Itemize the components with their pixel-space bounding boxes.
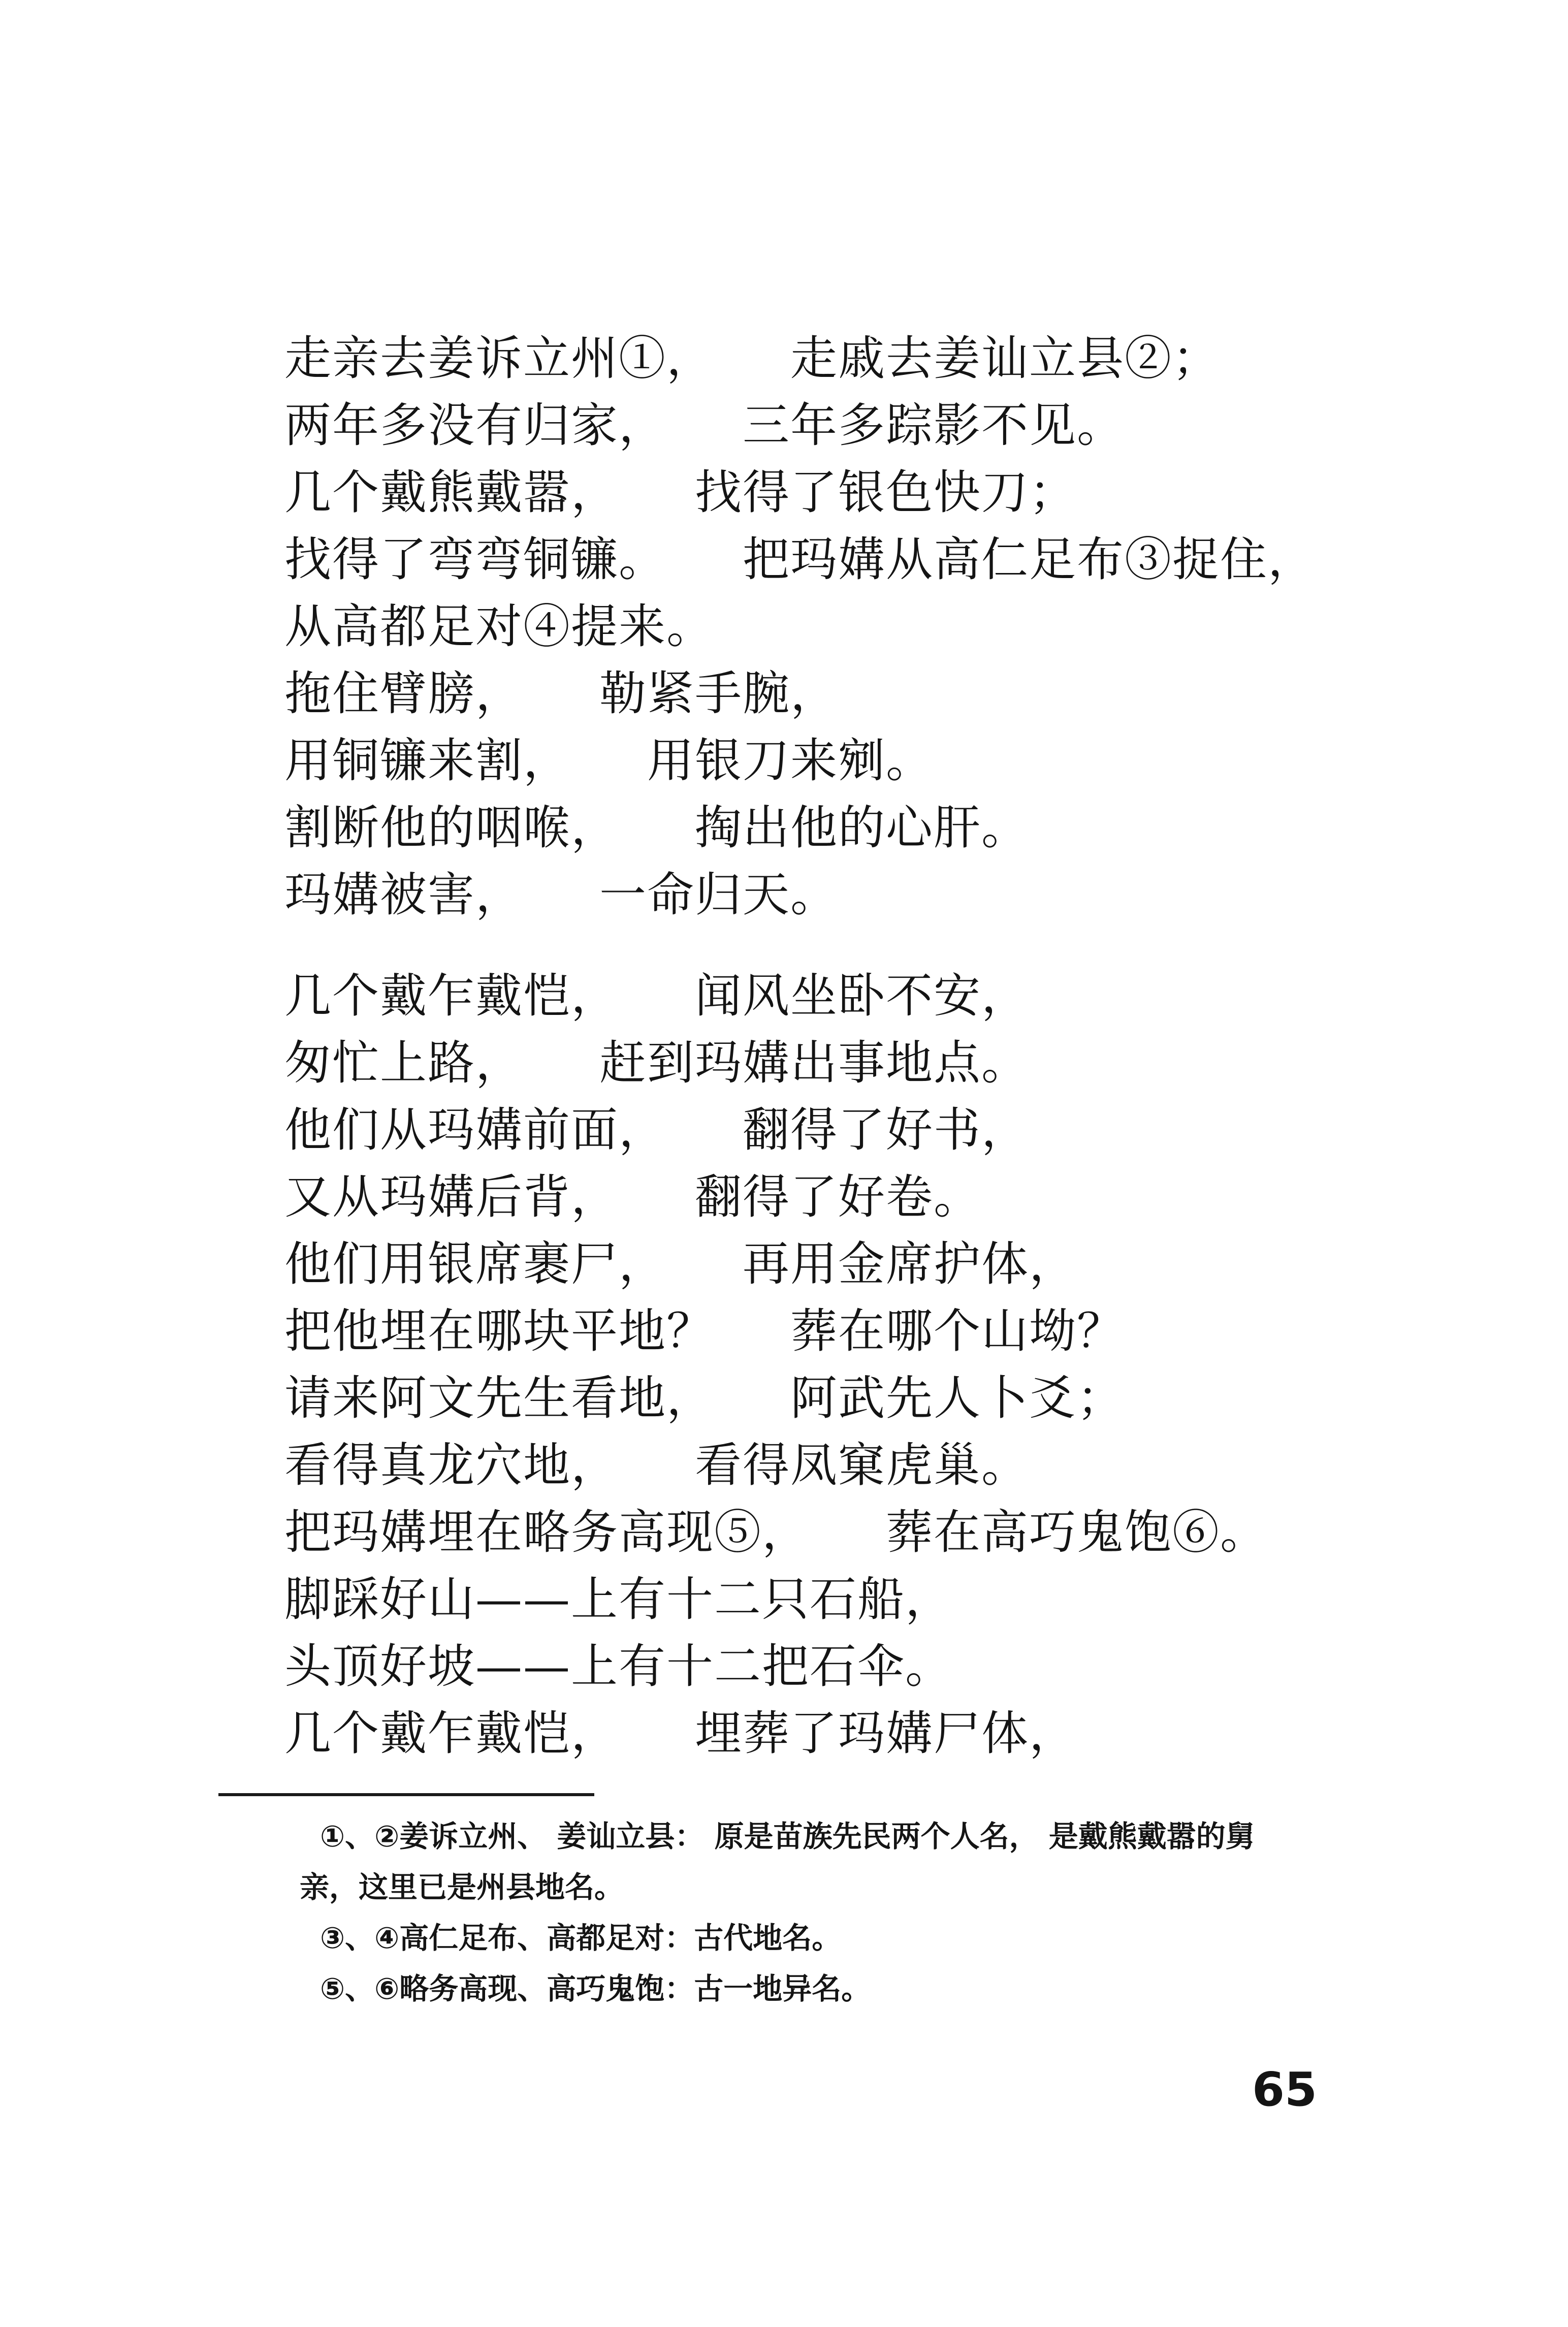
- footnote-line: 亲，这里已是州县地名。: [300, 1870, 624, 1904]
- verse-segment: 埋葬了玛媾尸体，: [695, 1706, 1077, 1761]
- verse-line: [284, 1566, 1351, 1633]
- verse-line: [284, 593, 1351, 660]
- verse-segment: 请来阿文先生看地，: [284, 1371, 715, 1425]
- verse-line: [284, 1700, 1351, 1767]
- verse-segment: 他们用银席裹尸，: [284, 1237, 667, 1291]
- footnotes: [300, 1811, 1437, 2014]
- verse-segment: 他们从玛媾前面，: [284, 1103, 667, 1157]
- verse-segment: 闻风坐卧不安，: [695, 969, 1030, 1023]
- verse-segment: 把他埋在哪块平地？: [284, 1304, 715, 1358]
- verse-segment: 割断他的咽喉，: [284, 801, 619, 855]
- verse-line: [284, 1231, 1351, 1298]
- verse-segment: 匆忙上路，: [284, 1036, 524, 1090]
- verse-line: [284, 325, 1351, 392]
- footnote-line: ⑤、⑥略务高现、高巧鬼饱：古一地异名。: [320, 1971, 871, 2006]
- verse-segment: 葬在高巧鬼饱⑥。: [886, 1505, 1268, 1559]
- verse-segment: 脚踩好山——上有十二只石船，: [284, 1572, 953, 1627]
- verse-line: [284, 794, 1351, 862]
- verse-segment: 看得凤窠虎巢。: [695, 1438, 1030, 1492]
- verse-segment: 用银刀来剜。: [647, 734, 934, 788]
- verse-segment: 赶到玛媾出事地点。: [599, 1036, 1030, 1090]
- verse-line: [284, 459, 1351, 526]
- verse-line: [284, 660, 1351, 727]
- verse-line: [284, 1097, 1351, 1164]
- verse-line: [284, 1633, 1351, 1700]
- verse-segment: 两年多没有归家，: [284, 398, 667, 453]
- verse-line: [284, 963, 1351, 1030]
- verse-segment: 掏出他的心肝。: [695, 801, 1030, 855]
- verse-segment: 走戚去姜讪立县②；: [790, 331, 1221, 386]
- verse-line: [284, 862, 1351, 929]
- verse-segment: 把玛媾埋在略务高现⑤，: [284, 1505, 810, 1559]
- verse-segment: 头顶好坡——上有十二把石伞。: [284, 1639, 953, 1694]
- verse-line: [284, 392, 1351, 459]
- verse-segment: 看得真龙穴地，: [284, 1438, 619, 1492]
- verse-segment: 阿武先人卜爻；: [790, 1371, 1125, 1425]
- verse-segment: 再用金席护体，: [743, 1237, 1077, 1291]
- poem-stanza: [284, 963, 1351, 1767]
- verse-segment: 一命归天。: [599, 868, 839, 922]
- verse-segment: 翻得了好书，: [743, 1103, 1030, 1157]
- verse-line: [284, 1499, 1351, 1566]
- verse-segment: 找得了银色快刀；: [695, 465, 1077, 520]
- page-number: 65: [1252, 2062, 1318, 2117]
- verse-line: [284, 1432, 1351, 1499]
- verse-segment: 走亲去姜诉立州①，: [284, 331, 715, 386]
- verse-line: [284, 1365, 1351, 1432]
- verse-segment: 从高都足对④提来。: [284, 599, 715, 654]
- verse-segment: 几个戴乍戴恺，: [284, 1706, 619, 1761]
- verse-line: [284, 1298, 1351, 1365]
- verse-segment: 玛媾被害，: [284, 868, 524, 922]
- verse-segment: 三年多踪影不见。: [743, 398, 1125, 453]
- verse-segment: 用铜镰来割，: [284, 734, 571, 788]
- verse-segment: 拖住臂膀，: [284, 666, 524, 721]
- verse-segment: 把玛媾从高仁足布③捉住，: [743, 532, 1316, 587]
- verse-line: [284, 727, 1351, 794]
- poem-stanza: [284, 325, 1351, 929]
- verse-segment: 找得了弯弯铜镰。: [284, 532, 667, 587]
- verse-line: [284, 526, 1351, 593]
- footnote-divider: [218, 1793, 594, 1796]
- verse-segment: 几个戴熊戴嚣，: [284, 465, 619, 520]
- footnote-line: ③、④高仁足布、高都足对：古代地名。: [320, 1921, 842, 1955]
- verse-segment: 勒紧手腕，: [599, 666, 839, 721]
- verse-segment: 翻得了好卷。: [695, 1170, 982, 1224]
- footnote-line: ①、②姜诉立州、 姜讪立县： 原是苗族先民两个人名， 是戴熊戴嚣的舅: [320, 1819, 1255, 1854]
- verse-line: [284, 1030, 1351, 1097]
- verse-segment: 又从玛媾后背，: [284, 1170, 619, 1224]
- verse-segment: 几个戴乍戴恺，: [284, 969, 619, 1023]
- verse-segment: 葬在哪个山坳？: [790, 1304, 1125, 1358]
- verse-line: [284, 1164, 1351, 1231]
